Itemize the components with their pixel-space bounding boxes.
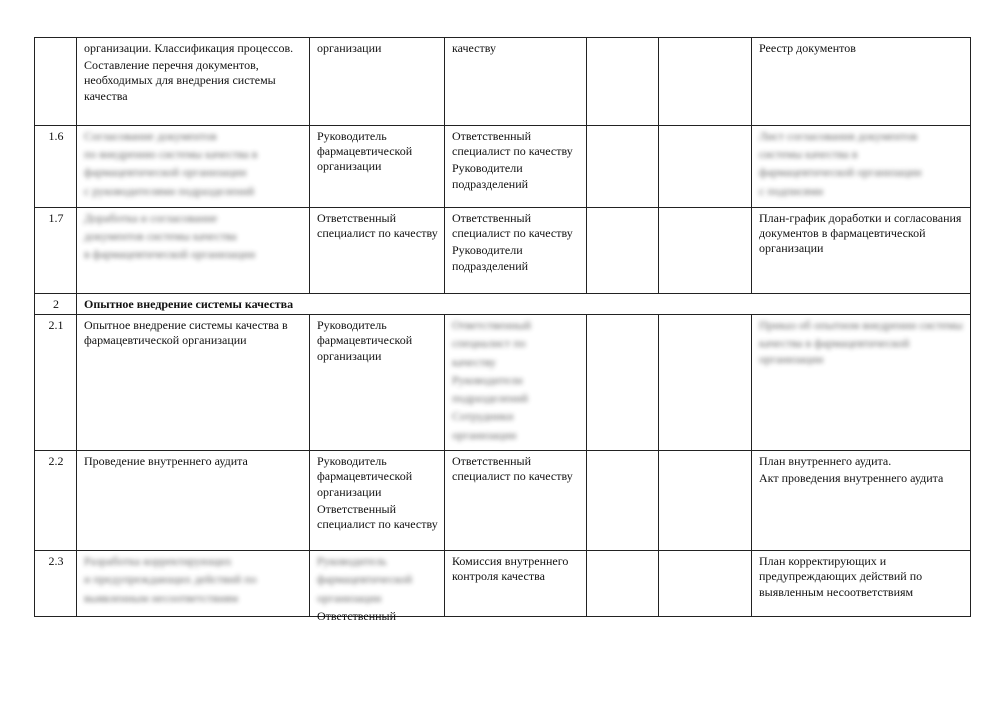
row-number: 2.2	[35, 451, 77, 551]
empty-cell	[587, 38, 659, 126]
row-number: 1.7	[35, 208, 77, 294]
cell-text: Ответственный	[317, 608, 397, 623]
empty-cell	[587, 126, 659, 208]
redacted-text: фармацевтической организации	[759, 165, 922, 180]
responsible-cell	[310, 38, 445, 126]
redacted-text: Приказ об опытном внедрении системы	[759, 318, 963, 333]
redacted-text: качеству	[452, 354, 496, 369]
cell-text: Составление перечня документов, необходимых для внедрения системы качества	[84, 58, 276, 103]
document-cell	[752, 208, 971, 294]
section-number: 2	[35, 294, 77, 315]
redacted-text: с руководителями подразделений	[84, 183, 255, 198]
cell-text: организации. Классификация процессов.	[84, 41, 294, 55]
redacted-text: и предупреждающих действий по	[84, 572, 257, 587]
empty-cell	[659, 551, 752, 617]
cell-text: Ответственный специалист по качеству	[452, 454, 573, 484]
redacted-text: по внедрению системы качества в	[84, 147, 258, 162]
table-row	[35, 38, 971, 126]
executor-cell	[445, 208, 587, 294]
redacted-text: Сотрудники	[452, 409, 514, 424]
action-cell	[77, 315, 310, 451]
empty-cell	[659, 315, 752, 451]
cell-text: качеству	[452, 41, 496, 55]
cell-text: организации	[317, 41, 382, 55]
cell-text: Акт проведения внутреннего аудита	[759, 471, 944, 486]
responsible-cell-redacted	[310, 551, 445, 623]
empty-cell	[587, 551, 659, 617]
table-row	[35, 208, 971, 294]
cell-text: Опытное внедрение системы качества в фармацевтической организации	[84, 318, 288, 348]
document-cell-redacted	[752, 315, 971, 451]
redacted-text: с подписями	[759, 183, 824, 198]
cell-text: Проведение внутреннего аудита	[84, 454, 248, 469]
action-plan-table	[34, 37, 971, 623]
empty-cell	[587, 451, 659, 551]
action-cell-redacted	[77, 551, 310, 617]
responsible-cell	[310, 315, 445, 451]
executor-cell	[445, 451, 587, 551]
section-title: Опытное внедрение системы качества	[77, 294, 971, 315]
cell-text: План-график доработки и согласования документов в фармацевтической организации	[759, 211, 962, 256]
row-number	[35, 38, 77, 126]
action-cell-redacted	[77, 126, 310, 208]
redacted-text: Разработка корректирующих	[84, 554, 232, 569]
redacted-text: Доработка и согласование	[84, 211, 218, 225]
cell-text: Руководители подразделений	[452, 243, 529, 273]
responsible-cell	[310, 208, 445, 294]
table-row	[35, 451, 971, 551]
cell-text: Ответственный специалист по качеству	[452, 211, 573, 241]
redacted-text: документов системы качества	[84, 229, 237, 244]
redacted-text: в фармацевтической организации	[84, 247, 256, 262]
document-cell	[752, 451, 971, 551]
redacted-text: Руководители	[452, 372, 523, 387]
redacted-text: системы качества в	[759, 147, 858, 162]
empty-cell	[659, 38, 752, 126]
cell-text: Руководитель фармацевтической организации	[317, 129, 413, 174]
executor-cell	[445, 38, 587, 126]
cell-text: План корректирующих и предупреждающих действий по выявленным несоответствиям	[759, 554, 923, 599]
cell-text: План внутреннего аудита.	[759, 454, 892, 469]
action-cell-redacted	[77, 208, 310, 294]
action-cell	[77, 38, 310, 126]
cell-text: Реестр документов	[759, 41, 856, 55]
action-cell	[77, 451, 310, 551]
executor-cell-redacted	[445, 315, 587, 451]
empty-cell	[587, 315, 659, 451]
table-row	[35, 126, 971, 208]
row-number: 2.1	[35, 315, 77, 451]
cell-text: Руководители подразделений	[452, 161, 529, 191]
document-cell-redacted	[752, 126, 971, 208]
cell-text: Комиссия внутреннего контроля качества	[452, 554, 569, 584]
redacted-text: Руководитель	[317, 554, 387, 569]
redacted-text: Ответственный	[452, 318, 532, 333]
redacted-text: выявленным несоответствиям	[84, 590, 239, 605]
table-row	[35, 315, 971, 451]
row-number: 2.3	[35, 551, 77, 617]
redacted-text: фармацевтической организации	[84, 165, 247, 180]
empty-cell	[659, 451, 752, 551]
redacted-text: фармацевтической	[317, 572, 413, 587]
document-cell	[752, 38, 971, 126]
table-row	[35, 551, 971, 617]
redacted-text: организации	[452, 427, 517, 442]
redacted-text: организации	[317, 590, 382, 605]
document-cell	[752, 551, 971, 617]
section-row	[35, 294, 971, 315]
executor-cell	[445, 551, 587, 617]
cell-text: Руководитель фармацевтической организации	[317, 318, 413, 363]
cell-clip	[84, 554, 303, 612]
empty-cell	[587, 208, 659, 294]
cell-text: Ответственный специалист по качеству	[452, 129, 573, 159]
redacted-text: специалист по	[452, 336, 526, 351]
cell-clip	[317, 554, 438, 623]
redacted-text: Лист согласования документов	[759, 129, 918, 143]
cell-text: Ответственный специалист по качеству	[317, 501, 438, 532]
responsible-cell	[310, 451, 445, 551]
cell-text: Руководитель фармацевтической организации	[317, 454, 413, 499]
redacted-text: Согласование документов	[84, 129, 217, 143]
cell-text: Ответственный специалист по качеству	[317, 211, 438, 241]
redacted-text: качества в фармацевтической организации	[759, 336, 910, 366]
executor-cell	[445, 126, 587, 208]
empty-cell	[659, 126, 752, 208]
redacted-text: подразделений	[452, 391, 529, 406]
row-number: 1.6	[35, 126, 77, 208]
empty-cell	[659, 208, 752, 294]
responsible-cell	[310, 126, 445, 208]
